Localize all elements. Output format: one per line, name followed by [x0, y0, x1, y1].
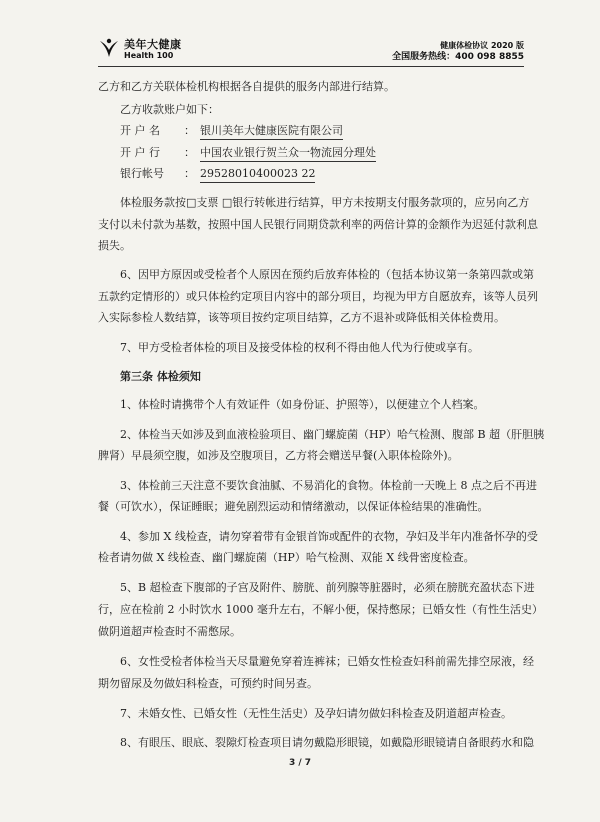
item6-line-2: 五款约定情形的）或只体检约定项目内容中的部分项目，均视为甲方自愿放弃，该等人员列 — [98, 290, 538, 303]
note-2-line-1: 2、体检当天如涉及到血液检验项目、幽门螺旋菌（HP）哈气检测、腹部 B 超（肝胆胰 — [120, 428, 545, 441]
account-bank-colon: ： — [184, 146, 195, 159]
brand-name-cn: 美年大健康 — [124, 37, 182, 51]
account-bank-label: 开 户 行 — [120, 146, 160, 159]
note-3-line-1: 3、体检前三天注意不要饮食油腻、不易消化的食物。体检前一天晚上 8 点之后不再进 — [120, 479, 537, 492]
payment-line-2: 支付以未付款为基数，按照中国人民银行同期贷款利率的两倍计算的金额作为迟延付款利息 — [98, 218, 538, 231]
payment-line-1: 体检服务款按□支票 □银行转帐进行结算，甲方未按期支付服务款项的，应另向乙方 — [120, 196, 530, 209]
note-5-line-1: 5、B 超检查下腹部的子宫及附件、膀胱、前列腺等脏器时，必须在膀胱充盈状态下进 — [120, 581, 535, 594]
section-3-heading: 第三条 体检须知 — [120, 370, 201, 383]
note-4-line-2: 检者请勿做 X 线检查、幽门螺旋菌（HP）哈气检测、双能 X 线骨密度检查。 — [98, 551, 475, 564]
settlement-text: 乙方和乙方关联体检机构根据各自提供的服务内部进行结算。 — [98, 80, 395, 93]
account-name-value: 银川美年大健康医院有限公司 — [200, 124, 343, 140]
note-2-line-2: 脾肾）早晨须空腹，如涉及空腹项目，乙方将会赠送早餐(入职体检除外)。 — [98, 449, 459, 462]
payment-line-3: 损失。 — [98, 239, 131, 252]
service-hotline: 全国服务热线：400 098 8855 — [392, 52, 524, 62]
account-bank-value: 中国农业银行贺兰众一物流园分理处 — [200, 146, 376, 162]
item7-text: 7、甲方受检者体检的项目及接受体检的权利不得由他人代为行使或享有。 — [120, 341, 479, 354]
account-number-colon: ： — [184, 167, 195, 180]
note-5-line-3: 做阴道超声检查时不需憋尿。 — [98, 625, 241, 638]
account-name-colon: ： — [184, 124, 195, 137]
header-info — [392, 40, 524, 63]
document-title: 健康体检协议 2020 版 — [440, 41, 524, 50]
brand-name-en: Health 100 — [124, 50, 174, 60]
note-5-line-2: 行，应在检前 2 小时饮水 1000 毫升左右，不解小便，保持憋尿；已婚女性（有性生活史） — [98, 603, 543, 616]
page-number: 3 / 7 — [288, 758, 312, 768]
note-8-line-1: 8、有眼压、眼底、裂隙灯检查项目请勿戴隐形眼镜，如戴隐形眼镜请自备眼药水和隐 — [120, 736, 534, 749]
item6-line-1: 6、因甲方原因或受检者个人原因在预约后放弃体检的（包括本协议第一条第四款或第 — [120, 268, 534, 281]
note-3-line-2: 餐（可饮水），保证睡眠；避免剧烈运动和情绪激动，以保证体检结果的准确性。 — [98, 500, 489, 513]
header-divider — [98, 66, 524, 67]
account-name-label: 开 户 名 — [120, 124, 160, 137]
brand-logo-icon — [98, 37, 120, 61]
brand-logo — [98, 36, 182, 62]
note-7: 7、未婚女性、已婚女性（无性生活史）及孕妇请勿做妇科检查及阴道超声检查。 — [120, 707, 512, 720]
note-1: 1、体检时请携带个人有效证件（如身份证、护照等），以便建立个人档案。 — [120, 398, 485, 411]
account-number-label: 银行帐号 — [120, 167, 164, 180]
account-intro: 乙方收款账户如下： — [120, 103, 219, 116]
note-6-line-1: 6、女性受检者体检当天尽量避免穿着连裤袜；已婚女性检查妇科前需先排空尿液，经 — [120, 655, 534, 668]
note-6-line-2: 期勿留尿及勿做妇科检查，可预约时间另查。 — [98, 677, 318, 690]
account-number-value: 29528010400023 22 — [200, 167, 315, 183]
note-4-line-1: 4、参加 X 线检查，请勿穿着带有金银首饰或配件的衣物，孕妇及半年内准备怀孕的受 — [120, 530, 538, 543]
item6-line-3: 入实际参检人数结算，该等项目按约定项目结算，乙方不退补或降低相关体检费用。 — [98, 311, 505, 324]
